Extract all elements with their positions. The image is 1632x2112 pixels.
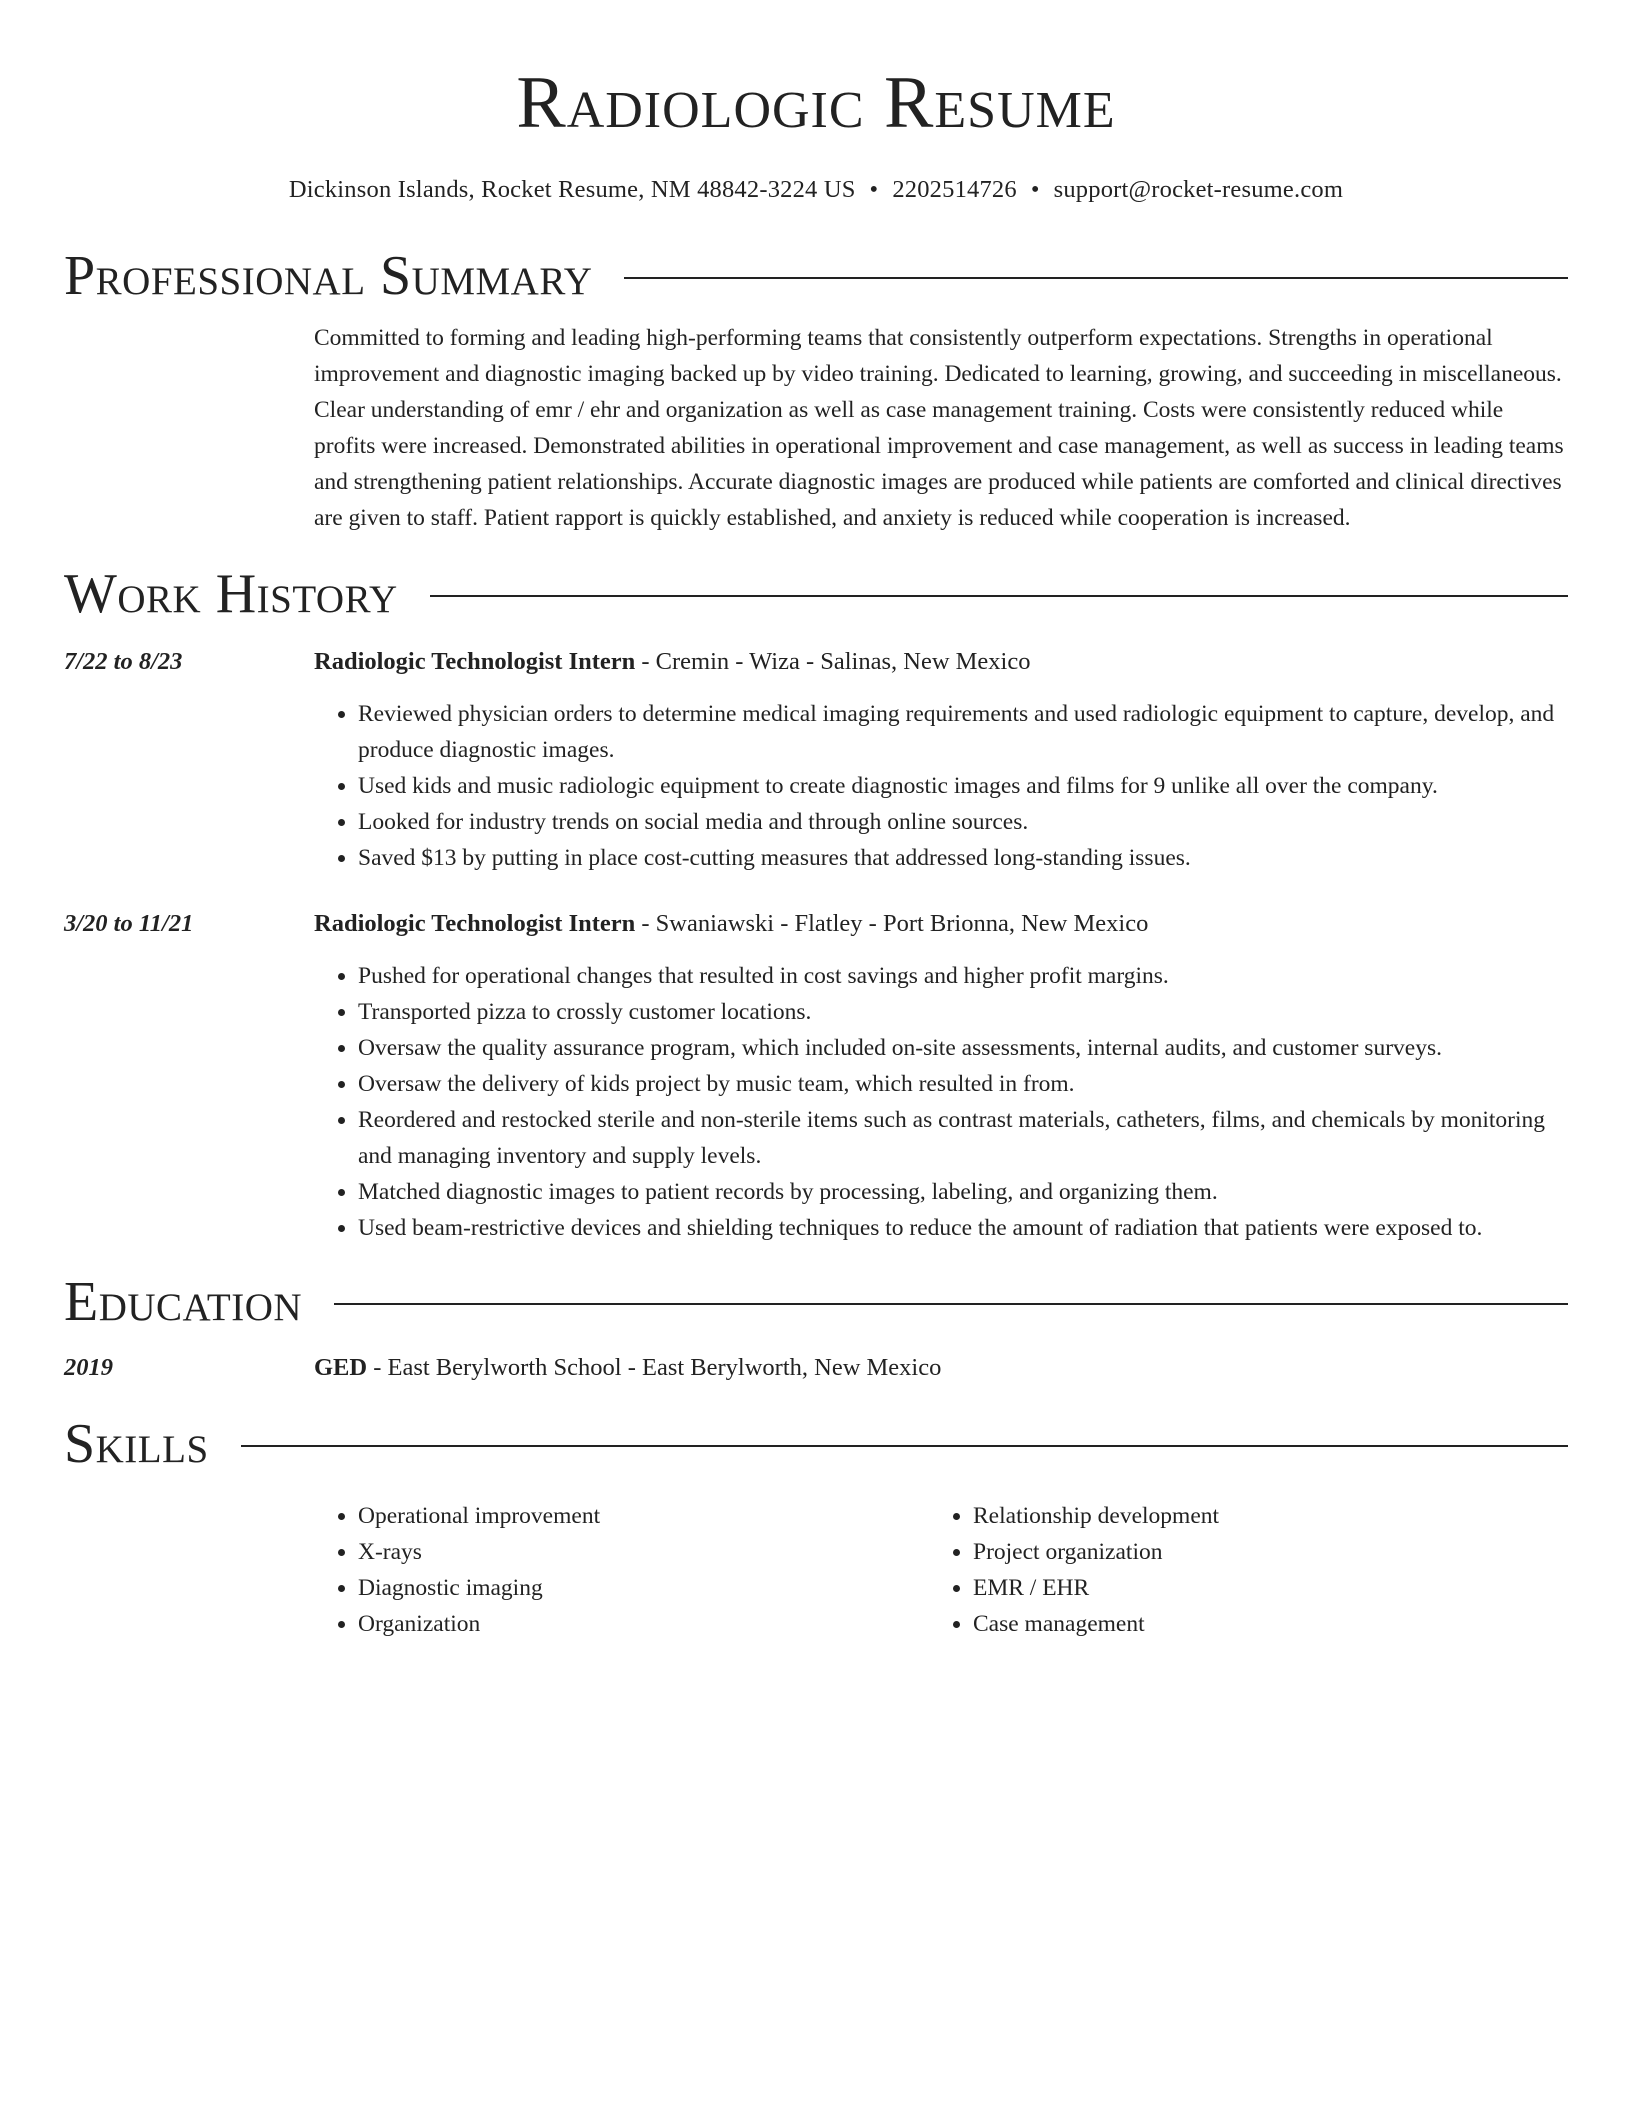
job-entry: [64, 906, 1568, 1246]
summary-section-heading: [64, 244, 1568, 308]
resume-header: [64, 0, 1568, 206]
section-divider: [430, 595, 1568, 597]
list-item: • Oversaw the delivery of kids project by music team, which resulted in from.: [358, 1066, 1568, 1102]
list-item: • EMR / EHR: [973, 1570, 1544, 1606]
list-item: • Reviewed physician orders to determine medical imaging requirements and used radiologic equipment to capture, develop, and produce diagnostic images.: [358, 696, 1568, 768]
skills-column-left: [314, 1498, 929, 1642]
skills-list: [314, 1498, 1568, 1642]
list-item: • Reordered and restocked sterile and non-sterile items such as contrast materials, catheters, films, and chemicals by monitoring and managing inventory and supply levels.: [358, 1102, 1568, 1174]
job-details: - Cremin - Wiza - Salinas, New Mexico: [635, 648, 1031, 675]
education-degree: GED: [314, 1354, 368, 1381]
page-title: Radiologic Resume: [516, 62, 1116, 144]
separator: •: [1030, 176, 1040, 203]
summary-text: Committed to forming and leading high-performing teams that consistently outperform expectations. Strengths in operational improvement and diagnostic imaging backed up by video training. Dedicated to learning, growing, and succeeding in miscellaneous. Clear understanding of emr / ehr and organization as well as case management training. Costs were consistently reduced while profits were increased. Demonstrated abilities in operational improvement and case management, as well as success in leading teams and strengthening patient relationships. Accurate diagnostic images are produced while patients are comforted and clinical directives are given to staff. Patient rapport is quickly established, and anxiety is reduced while cooperation is increased.: [314, 325, 1564, 531]
section-title: Skills: [64, 1413, 209, 1475]
list-item: • Organization: [358, 1606, 929, 1642]
list-item: • Used kids and music radiologic equipment to create diagnostic images and films for 9 unlike all over the company.: [358, 768, 1568, 804]
work-section-heading: [64, 562, 1568, 626]
job-dates: 7/22 to 8/23: [64, 648, 183, 675]
section-divider: [624, 277, 1568, 279]
address: Dickinson Islands, Rocket Resume, NM 48842-3224 US: [288, 176, 856, 203]
contact-line: [64, 174, 1568, 206]
list-item: • Transported pizza to crossly customer locations.: [358, 994, 1568, 1030]
list-item: • Operational improvement: [358, 1498, 929, 1534]
education-entry: [64, 1350, 1568, 1386]
skills-column-right: [929, 1498, 1544, 1642]
section-title: Professional Summary: [64, 245, 593, 307]
list-item: • Used beam-restrictive devices and shielding techniques to reduce the amount of radiation that patients were exposed to.: [358, 1210, 1568, 1246]
job-entry: [64, 644, 1568, 876]
list-item: • Pushed for operational changes that resulted in cost savings and higher profit margins.: [358, 958, 1568, 994]
list-item: • Matched diagnostic images to patient records by processing, labeling, and organizing them.: [358, 1174, 1568, 1210]
job-position: Radiologic Technologist Intern: [314, 910, 636, 937]
email: support@rocket-resume.com: [1053, 176, 1344, 203]
section-divider: [334, 1303, 1568, 1305]
list-item: • X-rays: [358, 1534, 929, 1570]
list-item: • Diagnostic imaging: [358, 1570, 929, 1606]
section-title: Education: [64, 1271, 303, 1333]
education-year: 2019: [64, 1354, 113, 1381]
education-details: - East Berylworth School - East Berylworth, New Mexico: [367, 1354, 942, 1381]
job-dates: 3/20 to 11/21: [64, 910, 194, 937]
job-bullets: [314, 958, 1568, 1246]
job-details: - Swaniawski - Flatley - Port Brionna, New Mexico: [635, 910, 1149, 937]
section-divider: [241, 1445, 1568, 1447]
phone: 2202514726: [892, 176, 1017, 203]
separator: •: [869, 176, 879, 203]
list-item: • Saved $13 by putting in place cost-cutting measures that addressed long-standing issues.: [358, 840, 1568, 876]
skills-section-heading: [64, 1412, 1568, 1476]
list-item: • Looked for industry trends on social media and through online sources.: [358, 804, 1568, 840]
education-section-heading: [64, 1270, 1568, 1334]
list-item: • Case management: [973, 1606, 1544, 1642]
section-title: Work History: [64, 563, 398, 625]
list-item: • Relationship development: [973, 1498, 1544, 1534]
list-item: • Project organization: [973, 1534, 1544, 1570]
job-position: Radiologic Technologist Intern: [314, 648, 636, 675]
list-item: • Oversaw the quality assurance program, which included on-site assessments, internal audits, and customer surveys.: [358, 1030, 1568, 1066]
job-bullets: [314, 696, 1568, 876]
